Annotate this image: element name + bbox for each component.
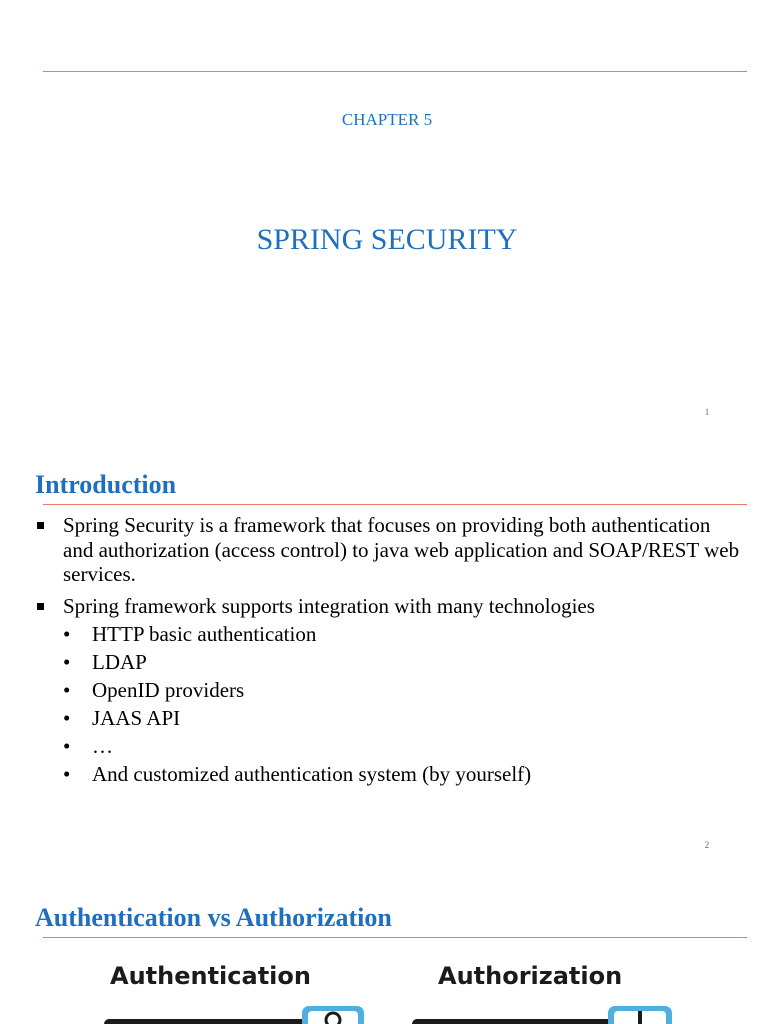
authorization-label: Authorization — [438, 962, 623, 990]
authorization-illustration — [408, 1000, 678, 1024]
sub-bullet-text: JAAS API — [92, 705, 181, 730]
section-heading-auth-vs-authz: Authentication vs Authorization — [35, 903, 392, 932]
sub-bullet-text: LDAP — [92, 649, 147, 674]
dot-bullet-icon: • — [63, 621, 71, 646]
bullet-text: Spring framework supports integration with many technologies — [63, 593, 595, 618]
dot-bullet-icon: • — [63, 677, 71, 702]
authentication-label: Authentication — [110, 962, 311, 990]
heading-rule — [43, 937, 747, 938]
list-item — [63, 706, 745, 731]
list-item — [63, 762, 745, 787]
list-item — [63, 622, 745, 647]
slide-number: 1 — [704, 407, 710, 417]
key-icon — [608, 1006, 672, 1024]
sub-bullet-text: HTTP basic authentication — [92, 621, 317, 646]
square-bullet-icon — [37, 603, 44, 610]
authentication-illustration — [100, 1000, 370, 1024]
slide-number: 2 — [704, 840, 710, 850]
sub-bullet-list — [63, 622, 745, 787]
section-heading-introduction: Introduction — [35, 470, 177, 499]
sub-bullet-text: … — [92, 733, 113, 758]
lock-icon — [302, 1006, 364, 1024]
list-item — [35, 513, 745, 587]
dot-bullet-icon: • — [63, 762, 71, 787]
presentation-title: SPRING SECURITY — [256, 223, 518, 256]
list-item — [63, 650, 745, 675]
sub-bullet-text: OpenID providers — [92, 677, 245, 702]
bullet-text: Spring Security is a framework that focuses on providing both authentication and authorization (access control) to java web application and SOAP/REST web services. — [63, 513, 740, 586]
list-item — [35, 594, 745, 787]
dot-bullet-icon: • — [63, 733, 71, 758]
list-item — [63, 734, 745, 759]
dot-bullet-icon: • — [63, 705, 71, 730]
chapter-label: CHAPTER 5 — [341, 110, 433, 129]
square-bullet-icon — [37, 522, 44, 529]
sub-bullet-text: And customized authentication system (by yourself) — [92, 762, 532, 787]
bullet-list — [35, 513, 745, 794]
heading-rule — [43, 504, 747, 505]
header-rule — [43, 71, 747, 72]
list-item — [63, 678, 745, 703]
dot-bullet-icon: • — [63, 649, 71, 674]
